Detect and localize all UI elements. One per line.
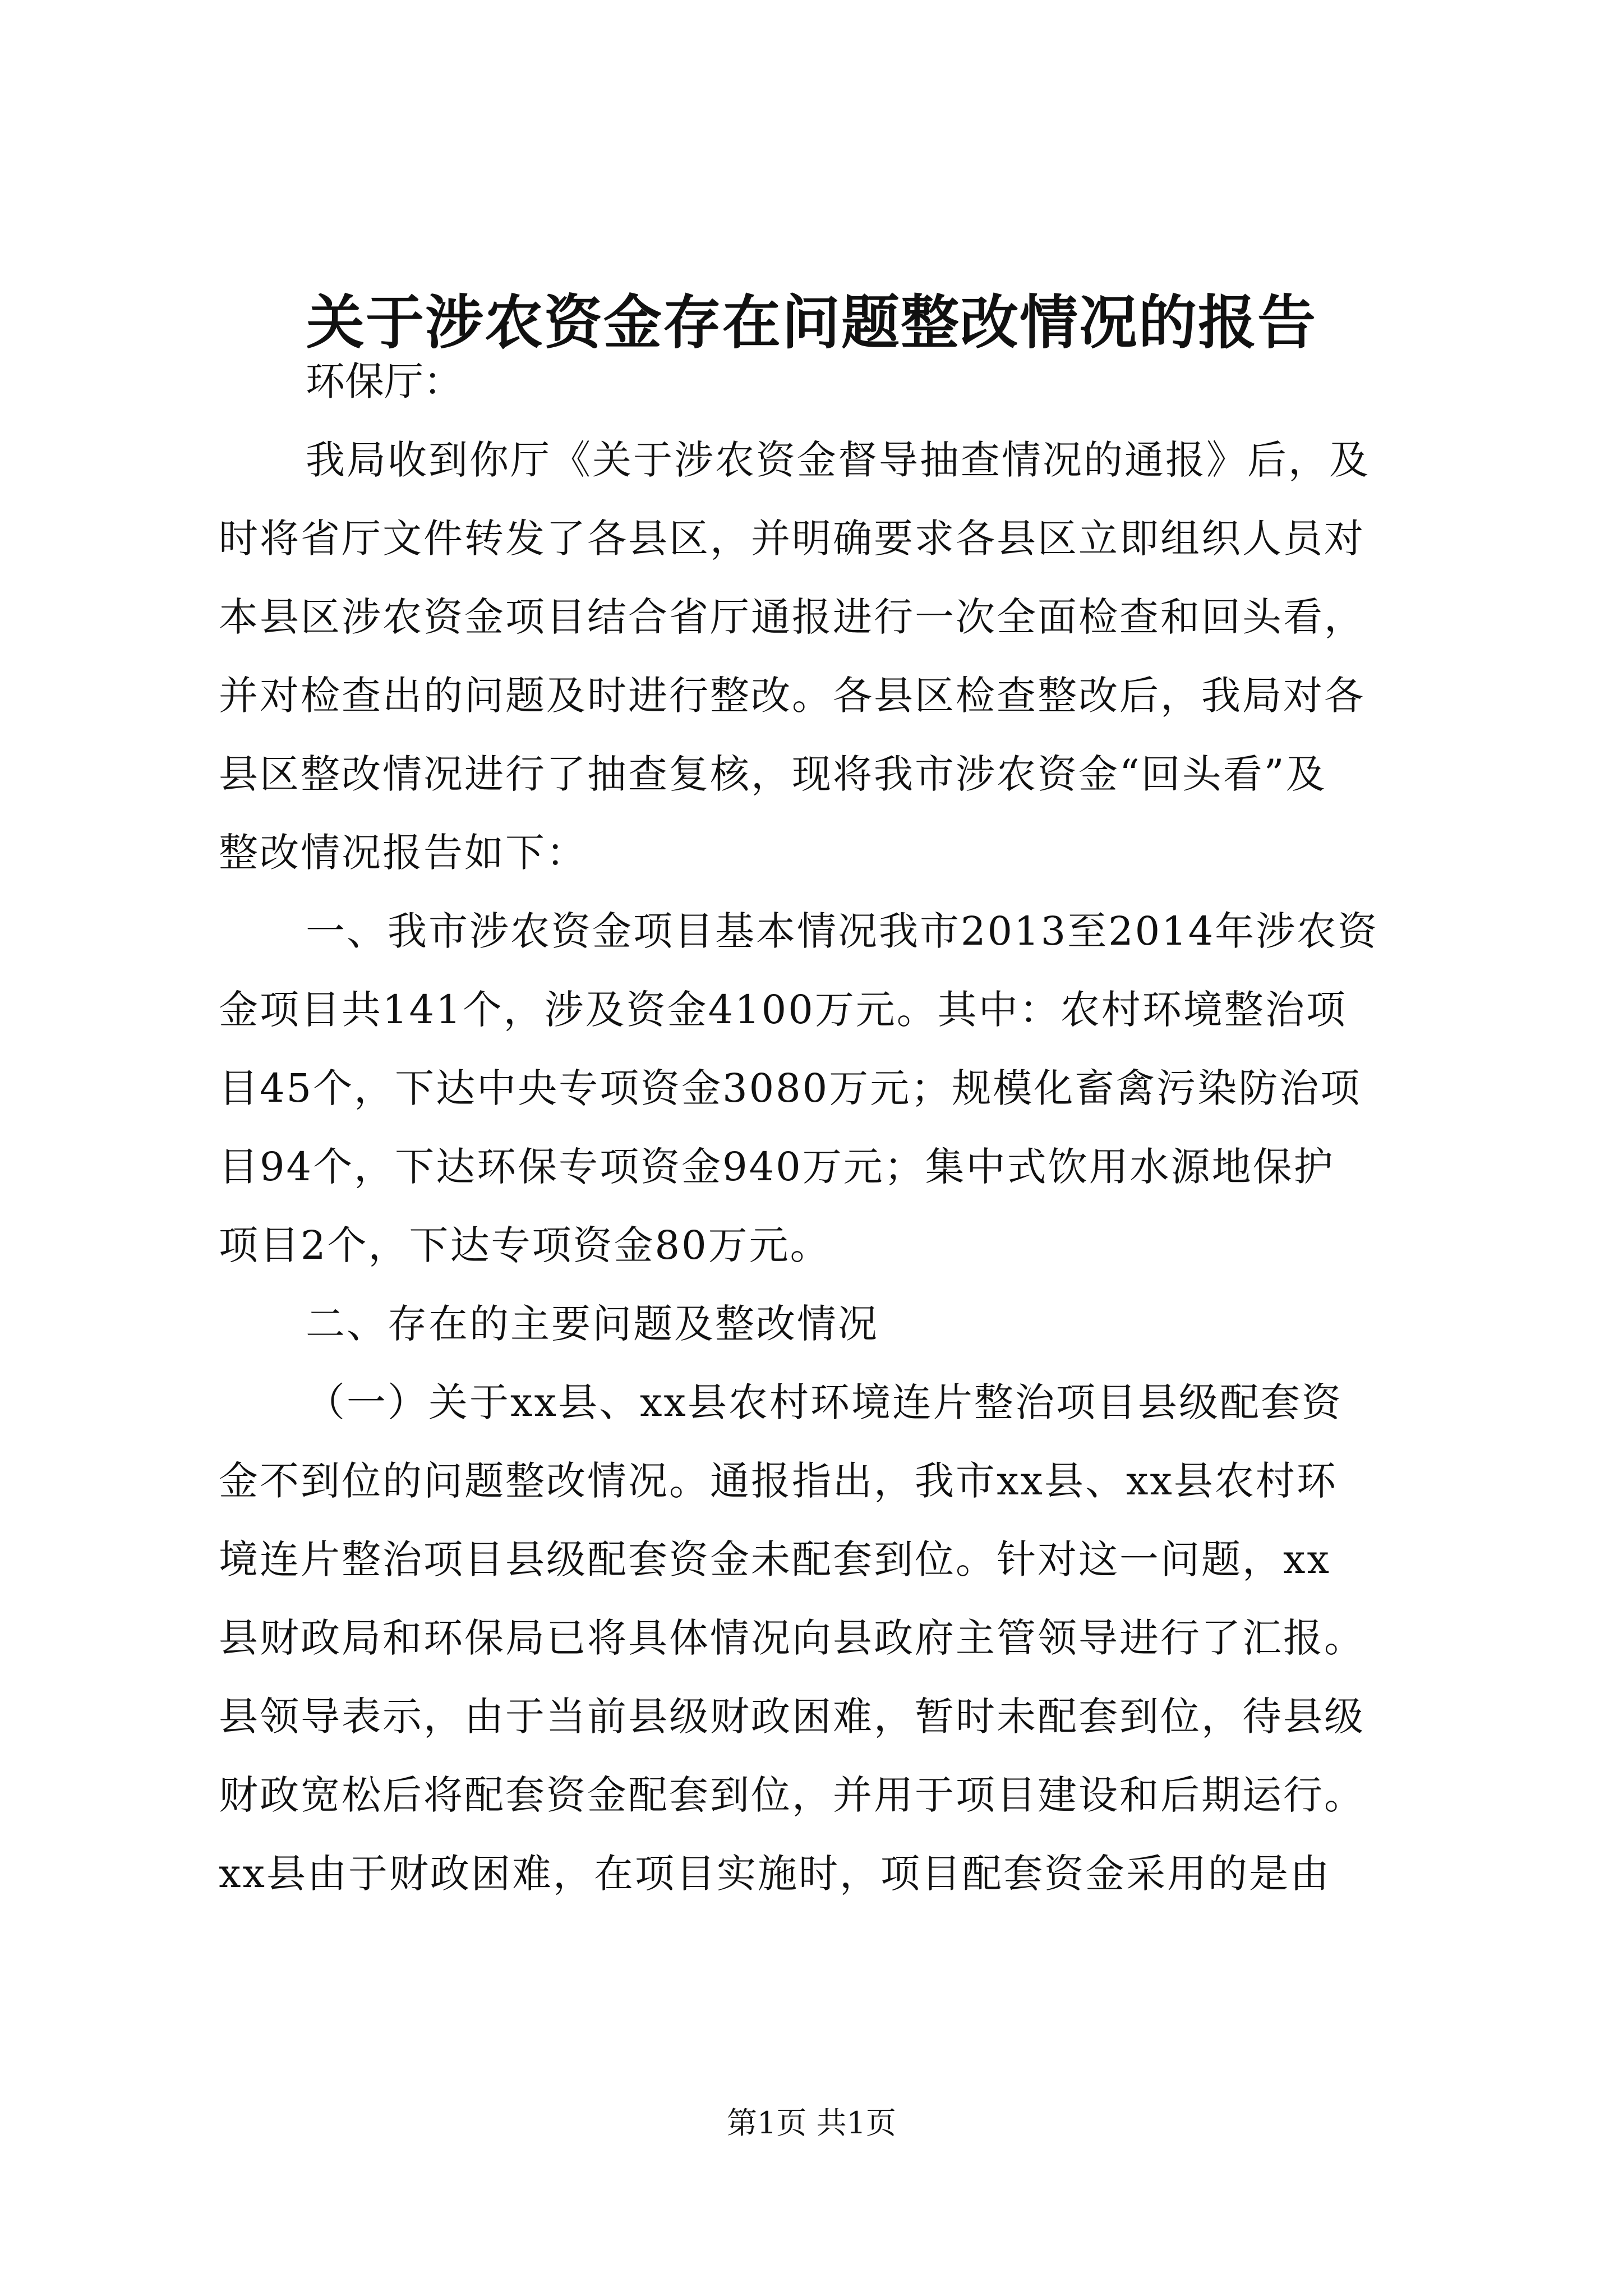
paragraph-line: 并对检查出的问题及时进行整改。各县区检查整改后，我局对各	[219, 673, 1365, 719]
salutation: 环保厅：	[306, 358, 463, 404]
paragraph-line: 县财政局和环保局已将具体情况向县政府主管领导进行了汇报。	[219, 1615, 1365, 1661]
paragraph-line: 境连片整治项目县级配套资金未配套到位。针对这一问题，xx	[219, 1536, 1331, 1582]
paragraph-line: 县领导表示，由于当前县级财政困难，暂时未配套到位，待县级	[219, 1694, 1365, 1740]
paragraph-line: 金不到位的问题整改情况。通报指出，我市xx县、xx县农村环	[219, 1458, 1338, 1504]
paragraph-line: 金项目共141个，涉及资金4100万元。其中：农村环境整治项	[219, 987, 1347, 1033]
document-title: 关于涉农资金存在问题整改情况的报告	[306, 288, 1317, 357]
section-heading: 二、存在的主要问题及整改情况	[306, 1301, 879, 1347]
paragraph-line: （一）关于xx县、xx县农村环境连片整治项目县级配套资	[306, 1379, 1343, 1425]
paragraph-line: 我局收到你厅《关于涉农资金督导抽查情况的通报》后，及	[306, 437, 1370, 483]
paragraph-line: 一、我市涉农资金项目基本情况我市2013至2014年涉农资	[306, 908, 1379, 954]
paragraph-line: xx县由于财政困难，在项目实施时，项目配套资金采用的是由	[219, 1851, 1331, 1897]
paragraph-line: 目45个，下达中央专项资金3080万元；规模化畜禽污染防治项	[219, 1065, 1362, 1111]
paragraph-line: 本县区涉农资金项目结合省厅通报进行一次全面检查和回头看，	[219, 594, 1365, 640]
paragraph-line: 项目2个，下达专项资金80万元。	[219, 1222, 831, 1268]
paragraph-line: 县区整改情况进行了抽查复核，现将我市涉农资金“回头看”及	[219, 751, 1327, 797]
paragraph-line: 时将省厅文件转发了各县区，并明确要求各县区立即组织人员对	[219, 516, 1365, 562]
paragraph-line: 整改情况报告如下：	[219, 830, 587, 876]
paragraph-line: 财政宽松后将配套资金配套到位，并用于项目建设和后期运行。	[219, 1772, 1365, 1818]
paragraph-line: 目94个，下达环保专项资金940万元；集中式饮用水源地保护	[219, 1144, 1335, 1190]
page-number-footer: 第1页 共1页	[727, 2105, 896, 2141]
